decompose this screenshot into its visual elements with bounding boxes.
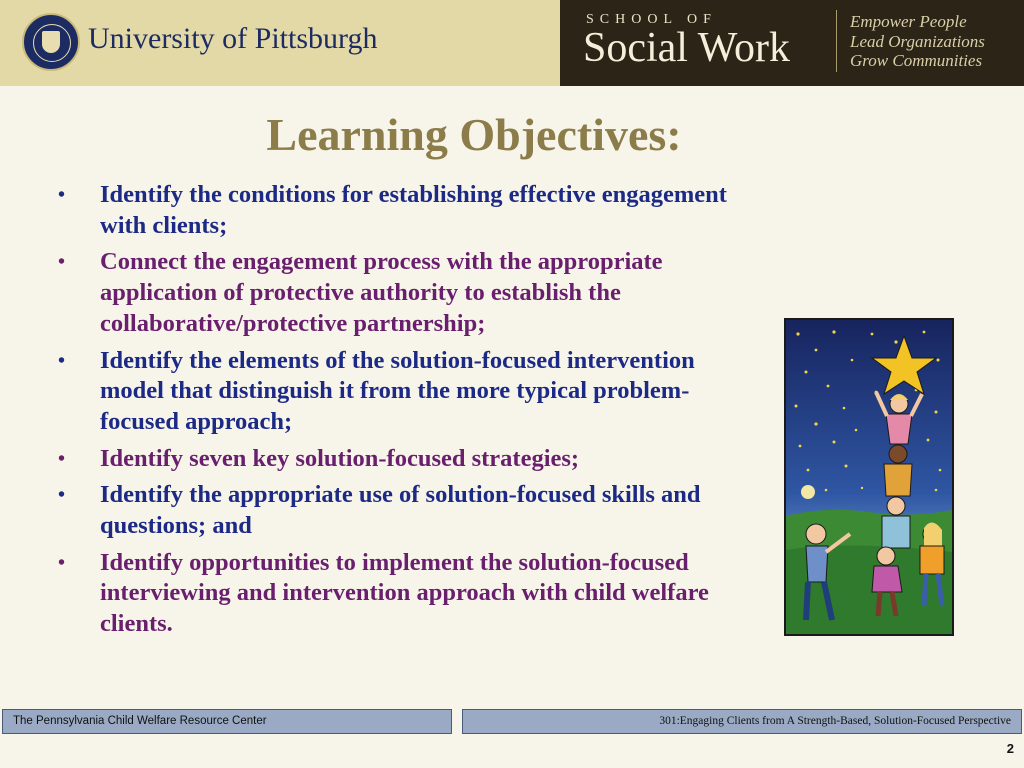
- page-number: 2: [1006, 741, 1014, 756]
- school-name: Social Work: [583, 25, 790, 71]
- slide-title: Learning Objectives:: [266, 109, 682, 160]
- footer-organization: The Pennsylvania Child Welfare Resource Center: [2, 709, 452, 734]
- objective-text: Identify seven key solution-focused strategies;: [100, 444, 580, 472]
- objective-item: [58, 444, 738, 475]
- header-divider: [836, 10, 837, 72]
- tagline-line-1: Empower People: [850, 12, 967, 31]
- bullet: •: [58, 447, 66, 470]
- tagline-line-2: Lead Organizations: [850, 32, 985, 51]
- bullet: •: [58, 484, 66, 507]
- objective-text: Identify the appropriate use of solution-focused skills and questions; and: [100, 481, 701, 540]
- bullet: •: [58, 184, 66, 206]
- university-seal-icon: [22, 13, 80, 71]
- university-name: University of Pittsburgh: [88, 22, 378, 55]
- bullet: •: [58, 251, 66, 274]
- objective-item: [58, 247, 738, 339]
- objective-item: [58, 346, 738, 438]
- objectives-list: [58, 180, 738, 646]
- bullet: •: [58, 349, 66, 372]
- people-reaching-star-illustration: [784, 318, 954, 636]
- objective-text: Identify the conditions for establishing effective engagement with clients;: [100, 181, 727, 239]
- tagline-line-3: Grow Communities: [850, 51, 983, 70]
- objective-item: [58, 480, 738, 541]
- footer-course-title: 301:Engaging Clients from A Strength-Based, Solution-Focused Perspective: [462, 709, 1022, 734]
- objective-text: Identify the elements of the solution-focused intervention model that distinguish it from the more typical problem-focused approach;: [100, 346, 695, 435]
- objective-text: Identify opportunities to implement the solution-focused interviewing and intervention approach with child welfare clients.: [100, 548, 709, 638]
- bullet: •: [58, 551, 66, 574]
- school-of-label: SCHOOL OF: [586, 12, 717, 27]
- objective-item: [58, 548, 738, 640]
- header-university-band: [0, 0, 560, 86]
- objective-text: Connect the engagement process with the appropriate application of protective authority to establish the collaborative/protective partnership;: [100, 248, 663, 337]
- objective-item: [58, 180, 738, 241]
